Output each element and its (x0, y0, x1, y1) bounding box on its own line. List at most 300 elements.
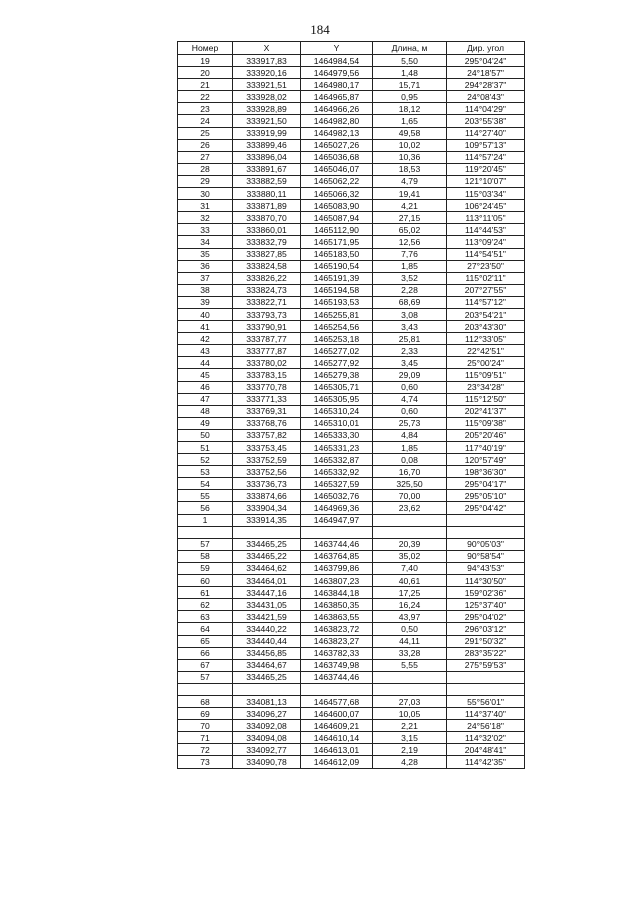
table-row (178, 756, 525, 768)
cell-number: 65 (178, 635, 233, 647)
cell-x: 333752,59 (233, 454, 301, 466)
cell-x: 334465,22 (233, 550, 301, 562)
cell-x: 333777,87 (233, 345, 301, 357)
table-row (178, 442, 525, 454)
cell-y: 1465279,38 (301, 369, 373, 381)
table-row (178, 127, 525, 139)
cell-y: 1465254,56 (301, 321, 373, 333)
cell-direction-angle: 22°42'51" (447, 345, 525, 357)
cell-number: 20 (178, 67, 233, 79)
cell-length: 4,84 (373, 429, 447, 441)
cell-direction-angle: 114°44'53" (447, 224, 525, 236)
cell-x: 334090,78 (233, 756, 301, 768)
cell-x: 333921,51 (233, 79, 301, 91)
cell-direction-angle (447, 671, 525, 683)
cell-number: 54 (178, 478, 233, 490)
cell-direction-angle: 25°00'24" (447, 357, 525, 369)
cell-y: 1464947,97 (301, 514, 373, 526)
cell-x: 333771,33 (233, 393, 301, 405)
cell-length: 4,21 (373, 200, 447, 212)
cell-number: 73 (178, 756, 233, 768)
cell-length: 25,73 (373, 417, 447, 429)
cell-y: 1464966,26 (301, 103, 373, 115)
cell-y: 1465327,59 (301, 478, 373, 490)
table-row (178, 188, 525, 200)
cell-number: 53 (178, 466, 233, 478)
cell-number: 34 (178, 236, 233, 248)
cell-y: 1464982,80 (301, 115, 373, 127)
cell-number: 59 (178, 562, 233, 574)
cell-direction-angle: 114°04'29" (447, 103, 525, 115)
cell-y: 1465191,39 (301, 272, 373, 284)
cell-length (373, 514, 447, 526)
cell-direction-angle: 115°09'38" (447, 417, 525, 429)
cell-x: 333752,56 (233, 466, 301, 478)
table-row (178, 55, 525, 67)
cell-length: 27,03 (373, 695, 447, 707)
cell-x: 334440,44 (233, 635, 301, 647)
cell-length: 0,08 (373, 454, 447, 466)
cell-length: 44,11 (373, 635, 447, 647)
cell-length: 49,58 (373, 127, 447, 139)
cell-direction-angle: 115°03'34" (447, 188, 525, 200)
cell-direction-angle: 114°32'02" (447, 732, 525, 744)
table-row (178, 683, 525, 695)
cell-length: 1,85 (373, 260, 447, 272)
cell-y: 1463807,23 (301, 575, 373, 587)
table-row (178, 466, 525, 478)
cell-direction-angle: 120°57'49" (447, 454, 525, 466)
cell-y: 1465333,30 (301, 429, 373, 441)
cell-x: 333824,58 (233, 260, 301, 272)
cell-x: 333919,99 (233, 127, 301, 139)
cell-y: 1464980,17 (301, 79, 373, 91)
cell-length: 0,95 (373, 91, 447, 103)
cell-number: 63 (178, 611, 233, 623)
cell-number: 60 (178, 575, 233, 587)
cell-x (233, 526, 301, 538)
cell-y: 1465036,68 (301, 151, 373, 163)
cell-y: 1464577,68 (301, 695, 373, 707)
cell-direction-angle: 203°43'30" (447, 321, 525, 333)
cell-number: 56 (178, 502, 233, 514)
cell-direction-angle: 295°04'17" (447, 478, 525, 490)
cell-length: 18,53 (373, 163, 447, 175)
table-row (178, 296, 525, 308)
cell-length: 40,61 (373, 575, 447, 587)
cell-x (233, 683, 301, 695)
table-row (178, 671, 525, 683)
table-row (178, 647, 525, 659)
table-row (178, 732, 525, 744)
cell-number: 23 (178, 103, 233, 115)
table-row (178, 308, 525, 320)
cell-y: 1463863,55 (301, 611, 373, 623)
cell-x: 334096,27 (233, 708, 301, 720)
cell-number: 43 (178, 345, 233, 357)
cell-number: 37 (178, 272, 233, 284)
cell-number: 42 (178, 333, 233, 345)
cell-length: 1,65 (373, 115, 447, 127)
cell-number: 32 (178, 212, 233, 224)
cell-number (178, 683, 233, 695)
cell-length: 16,70 (373, 466, 447, 478)
cell-x: 334464,01 (233, 575, 301, 587)
cell-length: 29,09 (373, 369, 447, 381)
table-row (178, 91, 525, 103)
cell-number: 26 (178, 139, 233, 151)
table-row (178, 272, 525, 284)
cell-x: 333757,82 (233, 429, 301, 441)
cell-x: 334464,67 (233, 659, 301, 671)
cell-x: 334431,05 (233, 599, 301, 611)
cell-y: 1464982,13 (301, 127, 373, 139)
cell-y: 1463744,46 (301, 538, 373, 550)
table-row (178, 163, 525, 175)
cell-y: 1465305,95 (301, 393, 373, 405)
cell-length: 20,39 (373, 538, 447, 550)
table-row (178, 236, 525, 248)
cell-y: 1465171,95 (301, 236, 373, 248)
cell-number: 69 (178, 708, 233, 720)
cell-number: 30 (178, 188, 233, 200)
cell-x: 333824,73 (233, 284, 301, 296)
cell-x: 333787,77 (233, 333, 301, 345)
cell-x: 333874,66 (233, 490, 301, 502)
cell-direction-angle: 24°08'43" (447, 91, 525, 103)
cell-y: 1465194,58 (301, 284, 373, 296)
cell-number: 33 (178, 224, 233, 236)
cell-direction-angle: 207°27'55" (447, 284, 525, 296)
table-row (178, 115, 525, 127)
table-row (178, 345, 525, 357)
cell-number (178, 526, 233, 538)
table-row (178, 103, 525, 115)
cell-direction-angle: 275°59'53" (447, 659, 525, 671)
cell-direction-angle: 94°43'53" (447, 562, 525, 574)
header-y: Y (301, 42, 373, 55)
cell-number: 40 (178, 308, 233, 320)
cell-direction-angle: 27°23'50" (447, 260, 525, 272)
table-row (178, 575, 525, 587)
cell-x: 333860,01 (233, 224, 301, 236)
header-number: Номер (178, 42, 233, 55)
cell-direction-angle: 203°55'38" (447, 115, 525, 127)
table-row (178, 599, 525, 611)
cell-length: 18,12 (373, 103, 447, 115)
cell-direction-angle: 115°09'51" (447, 369, 525, 381)
table-row (178, 623, 525, 635)
table-row (178, 139, 525, 151)
cell-x: 334440,22 (233, 623, 301, 635)
cell-x: 333790,91 (233, 321, 301, 333)
cell-x: 333914,35 (233, 514, 301, 526)
cell-x: 334465,25 (233, 538, 301, 550)
cell-direction-angle: 117°40'19" (447, 442, 525, 454)
cell-direction-angle: 291°50'32" (447, 635, 525, 647)
cell-x: 333928,02 (233, 91, 301, 103)
table-row (178, 151, 525, 163)
cell-length: 25,81 (373, 333, 447, 345)
table-row (178, 67, 525, 79)
cell-y: 1465305,71 (301, 381, 373, 393)
cell-number: 68 (178, 695, 233, 707)
cell-y: 1465032,76 (301, 490, 373, 502)
cell-length: 3,15 (373, 732, 447, 744)
table-row (178, 538, 525, 550)
cell-length: 27,15 (373, 212, 447, 224)
cell-direction-angle: 106°24'45" (447, 200, 525, 212)
cell-direction-angle: 114°54'51" (447, 248, 525, 260)
cell-length: 10,36 (373, 151, 447, 163)
table-row (178, 357, 525, 369)
cell-length (373, 683, 447, 695)
table-row (178, 514, 525, 526)
cell-y: 1465310,24 (301, 405, 373, 417)
cell-direction-angle: 113°09'24" (447, 236, 525, 248)
cell-y: 1463764,85 (301, 550, 373, 562)
cell-length: 16,24 (373, 599, 447, 611)
cell-number: 57 (178, 538, 233, 550)
cell-direction-angle: 204°48'41" (447, 744, 525, 756)
cell-number: 64 (178, 623, 233, 635)
cell-direction-angle: 198°36'30" (447, 466, 525, 478)
table-body (178, 55, 525, 769)
table-row (178, 200, 525, 212)
cell-y: 1465193,53 (301, 296, 373, 308)
table-row (178, 478, 525, 490)
table-row (178, 224, 525, 236)
cell-length: 0,50 (373, 623, 447, 635)
cell-x: 333780,02 (233, 357, 301, 369)
cell-number: 52 (178, 454, 233, 466)
cell-y: 1463749,98 (301, 659, 373, 671)
cell-length: 33,28 (373, 647, 447, 659)
cell-y: 1465277,02 (301, 345, 373, 357)
cell-x: 334094,08 (233, 732, 301, 744)
cell-x: 333899,46 (233, 139, 301, 151)
cell-length: 68,69 (373, 296, 447, 308)
cell-number: 24 (178, 115, 233, 127)
cell-direction-angle: 114°57'24" (447, 151, 525, 163)
cell-length: 65,02 (373, 224, 447, 236)
cell-y: 1464984,54 (301, 55, 373, 67)
cell-x: 333882,59 (233, 175, 301, 187)
cell-number: 25 (178, 127, 233, 139)
cell-x: 333753,45 (233, 442, 301, 454)
cell-length: 7,76 (373, 248, 447, 260)
cell-y: 1463844,18 (301, 587, 373, 599)
cell-length: 23,62 (373, 502, 447, 514)
cell-number: 61 (178, 587, 233, 599)
table-row (178, 248, 525, 260)
cell-number: 71 (178, 732, 233, 744)
cell-direction-angle: 23°34'28" (447, 381, 525, 393)
cell-y: 1465027,26 (301, 139, 373, 151)
table-row (178, 321, 525, 333)
table-row (178, 212, 525, 224)
cell-y: 1463823,27 (301, 635, 373, 647)
cell-length: 3,52 (373, 272, 447, 284)
cell-y: 1465112,90 (301, 224, 373, 236)
cell-direction-angle: 114°57'12" (447, 296, 525, 308)
cell-y: 1465331,23 (301, 442, 373, 454)
cell-direction-angle: 24°56'18" (447, 720, 525, 732)
cell-y: 1464612,09 (301, 756, 373, 768)
cell-y: 1464969,36 (301, 502, 373, 514)
cell-x: 334092,77 (233, 744, 301, 756)
cell-length: 19,41 (373, 188, 447, 200)
cell-length (373, 526, 447, 538)
cell-direction-angle: 109°57'13" (447, 139, 525, 151)
cell-number: 41 (178, 321, 233, 333)
page-number: 184 (310, 22, 330, 37)
table-row (178, 175, 525, 187)
cell-y: 1464613,01 (301, 744, 373, 756)
cell-x: 334421,59 (233, 611, 301, 623)
cell-y (301, 526, 373, 538)
header-x: X (233, 42, 301, 55)
cell-length: 4,28 (373, 756, 447, 768)
cell-length: 0,60 (373, 405, 447, 417)
table-row (178, 526, 525, 538)
cell-length: 10,02 (373, 139, 447, 151)
cell-x: 333793,73 (233, 308, 301, 320)
cell-direction-angle: 295°04'24" (447, 55, 525, 67)
table-row (178, 454, 525, 466)
cell-length: 3,45 (373, 357, 447, 369)
cell-x: 333920,16 (233, 67, 301, 79)
header-direction-angle: Дир. угол (447, 42, 525, 55)
table-row (178, 562, 525, 574)
cell-number: 21 (178, 79, 233, 91)
cell-direction-angle: 121°10'07" (447, 175, 525, 187)
cell-direction-angle (447, 514, 525, 526)
table-row (178, 550, 525, 562)
cell-length: 10,05 (373, 708, 447, 720)
cell-direction-angle (447, 526, 525, 538)
cell-length: 12,56 (373, 236, 447, 248)
table-row (178, 659, 525, 671)
cell-length: 5,55 (373, 659, 447, 671)
cell-length: 4,74 (373, 393, 447, 405)
cell-y: 1464610,14 (301, 732, 373, 744)
cell-x: 334456,85 (233, 647, 301, 659)
cell-number: 47 (178, 393, 233, 405)
cell-direction-angle: 90°58'54" (447, 550, 525, 562)
cell-y: 1465332,87 (301, 454, 373, 466)
header-length: Длина, м (373, 42, 447, 55)
table-row (178, 429, 525, 441)
cell-x: 334447,16 (233, 587, 301, 599)
cell-length: 1,85 (373, 442, 447, 454)
cell-direction-angle: 295°04'02" (447, 611, 525, 623)
table-row (178, 587, 525, 599)
cell-x: 333904,34 (233, 502, 301, 514)
cell-direction-angle: 283°35'22" (447, 647, 525, 659)
cell-length: 325,50 (373, 478, 447, 490)
cell-y: 1465332,92 (301, 466, 373, 478)
cell-x: 333928,89 (233, 103, 301, 115)
cell-y: 1464965,87 (301, 91, 373, 103)
cell-direction-angle: 114°42'35" (447, 756, 525, 768)
cell-length: 15,71 (373, 79, 447, 91)
table-row (178, 260, 525, 272)
cell-direction-angle: 90°05'03" (447, 538, 525, 550)
cell-x: 334464,62 (233, 562, 301, 574)
cell-number: 1 (178, 514, 233, 526)
cell-x: 333736,73 (233, 478, 301, 490)
cell-direction-angle: 295°04'42" (447, 502, 525, 514)
cell-y: 1465062,22 (301, 175, 373, 187)
cell-number: 22 (178, 91, 233, 103)
cell-direction-angle: 112°33'05" (447, 333, 525, 345)
cell-direction-angle: 202°41'37" (447, 405, 525, 417)
cell-y: 1465310,01 (301, 417, 373, 429)
cell-length: 43,97 (373, 611, 447, 623)
cell-number: 31 (178, 200, 233, 212)
cell-x: 334081,13 (233, 695, 301, 707)
table-row (178, 611, 525, 623)
cell-y (301, 683, 373, 695)
cell-length (373, 671, 447, 683)
cell-length: 3,43 (373, 321, 447, 333)
cell-direction-angle: 203°54'21" (447, 308, 525, 320)
coordinates-table (177, 41, 525, 769)
cell-number: 70 (178, 720, 233, 732)
cell-x: 333870,70 (233, 212, 301, 224)
table-row (178, 284, 525, 296)
cell-length: 2,28 (373, 284, 447, 296)
cell-y: 1465190,54 (301, 260, 373, 272)
cell-number: 36 (178, 260, 233, 272)
cell-length: 17,25 (373, 587, 447, 599)
cell-direction-angle: 125°37'40" (447, 599, 525, 611)
cell-number: 55 (178, 490, 233, 502)
cell-x: 333769,31 (233, 405, 301, 417)
cell-number: 19 (178, 55, 233, 67)
cell-length: 7,40 (373, 562, 447, 574)
table-row (178, 405, 525, 417)
cell-number: 57 (178, 671, 233, 683)
table-row (178, 502, 525, 514)
cell-direction-angle: 114°30'50" (447, 575, 525, 587)
cell-direction-angle: 159°02'36" (447, 587, 525, 599)
cell-y: 1464600,07 (301, 708, 373, 720)
cell-number: 49 (178, 417, 233, 429)
cell-y: 1463744,46 (301, 671, 373, 683)
table-header (178, 42, 525, 55)
cell-number: 48 (178, 405, 233, 417)
cell-length: 35,02 (373, 550, 447, 562)
table-row (178, 635, 525, 647)
cell-y: 1464609,21 (301, 720, 373, 732)
cell-x: 333917,83 (233, 55, 301, 67)
cell-direction-angle: 119°20'45" (447, 163, 525, 175)
cell-number: 62 (178, 599, 233, 611)
cell-x: 333783,15 (233, 369, 301, 381)
cell-y: 1463850,35 (301, 599, 373, 611)
table-row (178, 381, 525, 393)
cell-number: 67 (178, 659, 233, 671)
cell-number: 51 (178, 442, 233, 454)
cell-number: 38 (178, 284, 233, 296)
header-row (178, 42, 525, 55)
table-row (178, 708, 525, 720)
cell-y: 1463823,72 (301, 623, 373, 635)
cell-length: 3,08 (373, 308, 447, 320)
cell-y: 1464979,56 (301, 67, 373, 79)
